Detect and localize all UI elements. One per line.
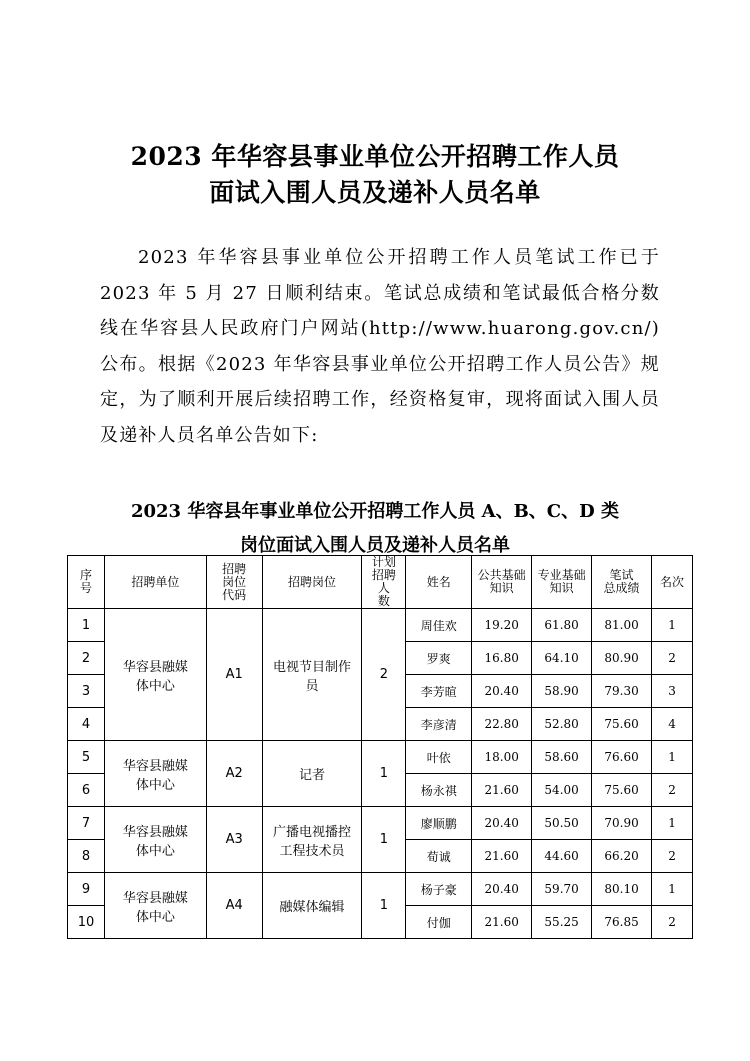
seq-cell: 9 — [68, 873, 105, 906]
total-score-cell: 79.30 — [592, 675, 652, 708]
public-score-cell: 21.60 — [472, 840, 532, 873]
prof-score-cell: 44.60 — [532, 840, 592, 873]
header-public-text: 公共基础 知识 — [477, 568, 526, 595]
paragraph-line: 在华容县人民政府门户网站(http://www.huarong.gov.cn/)公 — [100, 318, 660, 375]
public-score-cell: 21.60 — [472, 774, 532, 807]
total-score-cell: 66.20 — [592, 840, 652, 873]
unit-cell: 华容县融媒 体中心 — [104, 741, 206, 807]
prof-score-cell: 58.90 — [532, 675, 592, 708]
seq-cell: 8 — [68, 840, 105, 873]
total-score-cell: 70.90 — [592, 807, 652, 840]
rank-cell: 1 — [652, 807, 693, 840]
rank-cell: 1 — [652, 609, 693, 642]
seq-cell: 10 — [68, 906, 105, 939]
prof-score-cell: 55.25 — [532, 906, 592, 939]
name-cell: 李芳暄 — [406, 675, 472, 708]
rank-cell: 2 — [652, 840, 693, 873]
post-cell: 记者 — [262, 741, 362, 807]
plan-count-cell: 1 — [362, 873, 406, 939]
rank-cell: 3 — [652, 675, 693, 708]
table-title-line2: 岗位面试入围人员及递补人员名单 — [240, 535, 510, 556]
post-code-cell: A3 — [206, 807, 262, 873]
seq-cell: 4 — [68, 708, 105, 741]
seq-cell: 3 — [68, 675, 105, 708]
header-seq-text: 序 号 — [79, 568, 92, 595]
table-row — [68, 609, 693, 642]
public-score-cell: 22.80 — [472, 708, 532, 741]
header-total — [592, 556, 652, 609]
header-code — [206, 556, 262, 609]
paragraph-line: 布。根据《2023 年华容县事业单位公开招聘工作人员公告》规 — [119, 353, 660, 375]
header-plan — [362, 556, 406, 609]
prof-score-cell: 58.60 — [532, 741, 592, 774]
name-cell: 周佳欢 — [406, 609, 472, 642]
total-score-cell: 76.85 — [592, 906, 652, 939]
rank-cell: 1 — [652, 873, 693, 906]
table-title-line1: 2023 华容县年事业单位公开招聘工作人员 A、B、C、D 类 — [130, 501, 619, 522]
rank-cell: 2 — [652, 906, 693, 939]
name-cell: 叶依 — [406, 741, 472, 774]
public-score-cell: 16.80 — [472, 642, 532, 675]
post-cell: 广播电视播控 工程技术员 — [262, 807, 362, 873]
intro-paragraph — [100, 240, 660, 453]
total-score-cell: 75.60 — [592, 774, 652, 807]
header-seq — [68, 556, 105, 609]
prof-score-cell: 61.80 — [532, 609, 592, 642]
name-cell: 杨子豪 — [406, 873, 472, 906]
total-score-cell: 76.60 — [592, 741, 652, 774]
public-score-cell: 20.40 — [472, 873, 532, 906]
paragraph-line: 2023 年华容县事业单位公开招聘工作人员笔试工作已于 — [138, 247, 660, 268]
post-cell: 融媒体编辑 — [262, 873, 362, 939]
prof-score-cell: 64.10 — [532, 642, 592, 675]
public-score-cell: 20.40 — [472, 807, 532, 840]
total-score-cell: 81.00 — [592, 609, 652, 642]
paragraph-line: 定，为了顺利开展后续招聘工作，经资格复审，现将面试入围人 — [100, 389, 641, 410]
total-score-cell: 80.10 — [592, 873, 652, 906]
public-score-cell: 21.60 — [472, 906, 532, 939]
seq-cell: 7 — [68, 807, 105, 840]
table-row — [68, 807, 693, 840]
total-score-cell: 80.90 — [592, 642, 652, 675]
document-title-line1: 2023 年华容县事业单位公开招聘工作人员 — [130, 142, 620, 171]
header-prof-text: 专业基础 知识 — [537, 568, 586, 595]
unit-cell: 华容县融媒 体中心 — [104, 807, 206, 873]
header-unit: 招聘单位 — [104, 556, 206, 609]
seq-cell: 2 — [68, 642, 105, 675]
prof-score-cell: 52.80 — [532, 708, 592, 741]
rank-cell: 2 — [652, 642, 693, 675]
header-post: 招聘岗位 — [262, 556, 362, 609]
header-name: 姓名 — [406, 556, 472, 609]
seq-cell: 1 — [68, 609, 105, 642]
paragraph-line: 2023 年 5 月 27 日顺利结束。笔试总成绩和笔试最低合格分数线 — [100, 282, 660, 339]
seq-cell: 5 — [68, 741, 105, 774]
table-row — [68, 873, 693, 906]
post-cell: 电视节目制作 员 — [262, 609, 362, 741]
name-cell: 罗爽 — [406, 642, 472, 675]
plan-count-cell: 1 — [362, 807, 406, 873]
name-cell: 杨永祺 — [406, 774, 472, 807]
header-code-text: 招聘 岗位 代码 — [222, 561, 247, 602]
header-plan-text: 计划 招聘 人 数 — [371, 555, 396, 608]
prof-score-cell: 54.00 — [532, 774, 592, 807]
rank-cell: 4 — [652, 708, 693, 741]
total-score-cell: 75.60 — [592, 708, 652, 741]
paragraph-line: 员及递补人员名单公告如下: — [100, 389, 660, 446]
public-score-cell: 18.00 — [472, 741, 532, 774]
name-cell: 荀诚 — [406, 840, 472, 873]
header-rank: 名次 — [652, 556, 693, 609]
post-code-cell: A4 — [206, 873, 262, 939]
table-body — [68, 609, 693, 939]
plan-count-cell: 2 — [362, 609, 406, 741]
seq-cell: 6 — [68, 774, 105, 807]
document-title-line2: 面试入围人员及递补人员名单 — [209, 178, 541, 207]
name-cell: 付伽 — [406, 906, 472, 939]
rank-cell: 1 — [652, 741, 693, 774]
header-total-text: 笔试 总成绩 — [603, 568, 640, 595]
candidate-table — [67, 555, 693, 939]
unit-cell: 华容县融媒 体中心 — [104, 873, 206, 939]
name-cell: 李彦清 — [406, 708, 472, 741]
table-row — [68, 741, 693, 774]
header-prof — [532, 556, 592, 609]
name-cell: 廖顺鹏 — [406, 807, 472, 840]
header-public — [472, 556, 532, 609]
prof-score-cell: 50.50 — [532, 807, 592, 840]
unit-cell: 华容县融媒 体中心 — [104, 609, 206, 741]
public-score-cell: 20.40 — [472, 675, 532, 708]
plan-count-cell: 1 — [362, 741, 406, 807]
prof-score-cell: 59.70 — [532, 873, 592, 906]
rank-cell: 2 — [652, 774, 693, 807]
post-code-cell: A2 — [206, 741, 262, 807]
public-score-cell: 19.20 — [472, 609, 532, 642]
header-row — [68, 556, 693, 609]
post-code-cell: A1 — [206, 609, 262, 741]
